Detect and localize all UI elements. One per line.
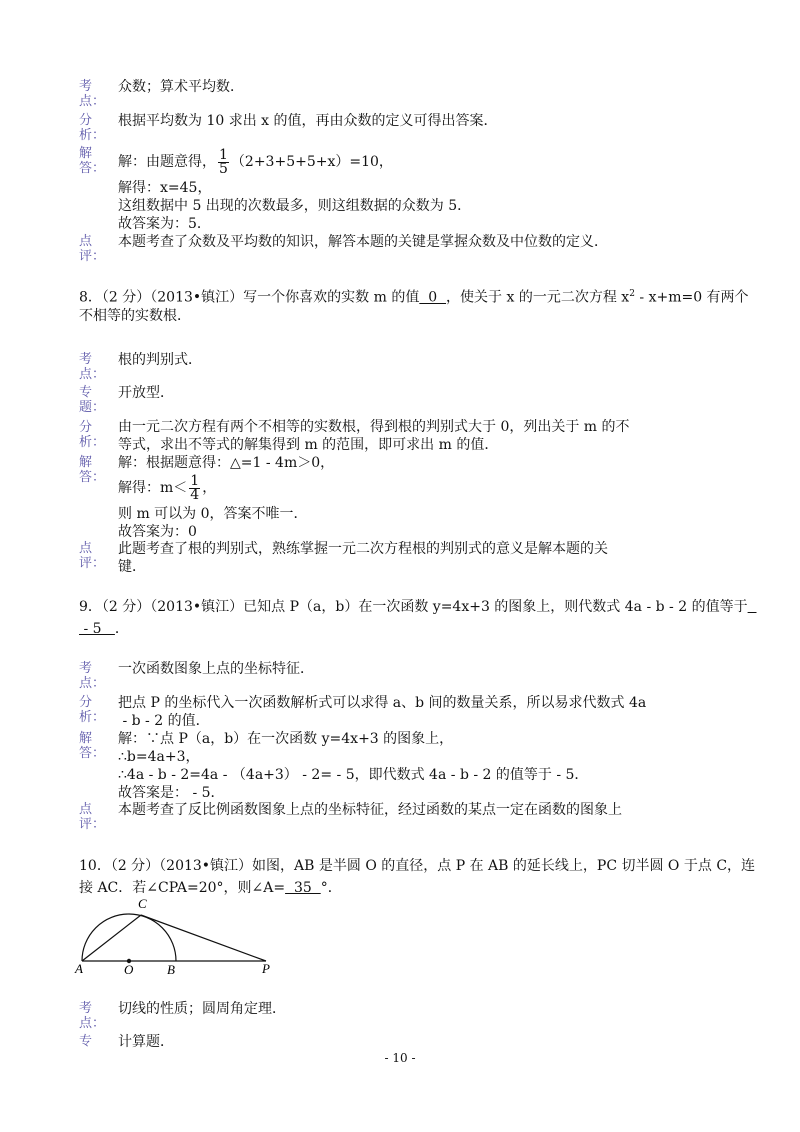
q7-fenxi: 根据平均数为 10 求出 x 的值，再由众数的定义可得出答案． [118,113,498,129]
label-kaodian: 考 点： [79,79,106,109]
label-jieda: 解 答： [79,731,106,761]
q8-fenxi-line-1: 由一元二次方程有两个不相等的实数根，得到根的判别式大于 0，列出关于 m 的不 [118,419,630,435]
label-point-p: P [262,961,270,976]
q9-stem-line-2: - 5 ． [79,621,129,637]
q9-fenxi-line-1: 把点 P 的坐标代入一次函数解析式可以求得 a、b 间的数量关系，所以易求代数式 4a [118,695,647,711]
q8-zhuanti: 开放型． [118,385,174,401]
q7-solution-line-4: 故答案为：5． [118,216,211,232]
q8-solution-line-2: 解得：m＜ $\frac{1}{4}$ ， [118,472,217,503]
label-dianping: 点 评： [79,541,106,571]
label-kaodian: 考 点： [79,661,106,691]
q8-kaodian: 根的判别式． [118,352,202,368]
label-dianping: 点 评： [79,234,106,264]
label-zhuanti: 专 题： [79,385,106,415]
label-jieda: 解 答： [79,146,106,176]
q7-solution-line-1: 解：由题意得， $\frac{1}{5}$ （2+3+5+5+x）=10， [118,146,393,177]
q9-solution-line-4: 故答案是： - 5． [118,785,225,801]
label-point-a: A [75,961,83,976]
q9-dianping: 本题考查了反比例函数图象上点的坐标特征，经过函数的某点一定在函数的图象上 [118,802,622,818]
q8-stem-line-1: 8．（2 分）（2013•镇江）写一个你喜欢的实数 m 的值 0 ，使关于 x 的一元二次方程 $x^2 - x+m=0$ 有两个 [79,289,749,306]
q8-fenxi-line-2: 等式，求出不等式的解集得到 m 的范围，即可求出 m 的值． [118,437,499,453]
q9-solution-line-3: ∴4a - b - 2=4a - （4a+3） - 2= - 5，即代数式 4a - b - 2 的值等于 - 5． [118,767,589,783]
label-fenxi: 分 析： [79,420,106,450]
q8-solution-line-4: 故答案为：0 [118,524,197,540]
label-dianping: 点 评： [79,802,106,832]
q7-solution-line-3: 这组数据中 5 出现的次数最多，则这组数据的众数为 5． [118,198,472,214]
label-point-o: O [124,962,134,977]
q7-kaodian: 众数；算术平均数． [118,79,244,95]
fraction-one-fourth: $\frac{1}{4}$ [190,472,200,503]
page-number: - 10 - [384,1051,416,1065]
q8-solution-line-1: 解：根据题意得：△=1 - 4m＞0， [118,455,335,471]
q9-answer: - 5 [79,621,115,637]
q10-zhuanti: 计算题． [118,1034,174,1050]
q8-answer: 0 [419,289,447,306]
label-kaodian: 考 点： [79,352,106,382]
chord-ac [82,915,141,961]
q8-dianping-line-2: 键． [118,559,146,575]
q9-fenxi-line-2: - b - 2 的值． [118,713,210,729]
q10-stem-line-2: 接 AC．若∠CPA=20°，则∠A= 35 °． [79,880,342,896]
q8-stem-line-2: 不相等的实数根． [79,308,191,324]
label-jieda: 解 答： [79,455,106,485]
q10-answer: 35 [285,880,321,896]
label-fenxi: 分 析： [79,113,106,143]
label-point-c: C [138,896,147,911]
q9-solution-line-2: ∴b=4a+3， [118,749,200,765]
semicircle-tangent-figure [70,893,290,979]
tangent-pc [141,915,266,961]
q10-kaodian: 切线的性质；圆周角定理． [118,1001,286,1017]
label-kaodian: 考 点： [79,1001,106,1031]
fraction-one-fifth: $\frac{1}{5}$ [219,146,228,177]
label-zhuanti: 专 [79,1034,93,1049]
q7-solution-line-2: 解得：x=45， [118,180,212,196]
q9-solution-line-1: 解：∵点 P（a，b）在一次函数 y=4x+3 的图象上， [118,731,454,747]
label-fenxi: 分 析： [79,695,106,725]
label-point-b: B [167,962,175,977]
q7-dianping: 本题考查了众数及平均数的知识，解答本题的关键是掌握众数及中位数的定义． [118,234,608,250]
q9-stem-line-1: 9．（2 分）（2013•镇江）已知点 P（a，b）在一次函数 y=4x+3 的图象上，则代数式 4a - b - 2 的值等于 [79,599,748,615]
q10-stem-line-1: 10．（2 分）（2013•镇江）如图，AB 是半圆 O 的直径，点 P 在 AB 的延长线上，PC 切半圆 O 于点 C，连 [79,858,756,874]
q8-dianping-line-1: 此题考查了根的判别式，熟练掌握一元二次方程根的判别式的意义是解本题的关 [118,541,608,557]
q9-kaodian: 一次函数图象上点的坐标特征． [118,661,314,677]
q8-solution-line-3: 则 m 可以为 0，答案不唯一． [118,506,308,522]
semicircle-arc [82,914,176,961]
